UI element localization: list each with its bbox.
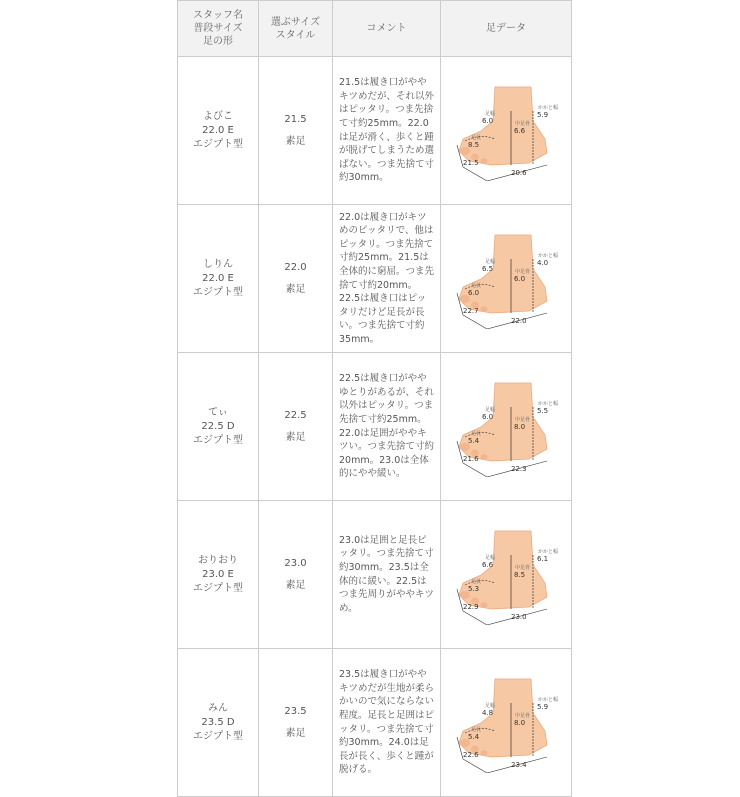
- comment-text: 21.5は履き口がややキツめだが、それ以外はピッタリ。つま先捨て寸約25mm。22.0は足が滑く、歩くと踵が脱げてしまうため選ばない。つま先捨て寸約30mm。: [339, 77, 435, 184]
- heel-value: 8.5: [514, 570, 526, 579]
- comment-text: 23.5は履き口がややキツめだが生地が柔らかいので気にならない程度。足長と足囲はピッタリ。つま先捨て寸約30mm。24.0は足長が長く、歩くと踵が脱げる。: [339, 669, 435, 776]
- foot-shape: エジプト型: [193, 286, 243, 298]
- foot-shape: エジプト型: [193, 434, 243, 446]
- heel-label: 中足骨: [515, 712, 531, 719]
- length-value: 22.3: [511, 464, 527, 473]
- staff-cell: [178, 205, 259, 353]
- header-comment: コメント: [333, 1, 441, 57]
- instep-label: 足幅: [485, 110, 496, 117]
- toe-value: 5.4: [468, 436, 480, 445]
- ball-label: かかと幅: [538, 104, 559, 111]
- heel-value: 8.0: [514, 422, 526, 431]
- length-value: 20.6: [511, 168, 527, 177]
- instep-value: 4.8: [482, 708, 494, 717]
- foot-shape: エジプト型: [193, 730, 243, 742]
- girth-value: 21.5: [463, 158, 479, 167]
- chosen-size: 22.5: [284, 409, 307, 421]
- comment-text: 22.0は履き口がキツめのピッタリで、他はピッタリ。つま先捨て寸約25mm。21.5は全体的に窮屈。つま先捨て寸約20mm。22.5は履き口はピッタリだけど足長が長い。つま先捨て寸約35mm。: [339, 211, 435, 345]
- chosen-size: 21.5: [284, 113, 307, 125]
- foot-shape: エジプト型: [193, 138, 243, 150]
- foot-diagram: [451, 229, 561, 329]
- wear-style: 素足: [285, 431, 306, 443]
- table-row: [178, 649, 572, 797]
- toe-value: 5.4: [468, 732, 480, 741]
- chosen-size: 22.0: [284, 261, 307, 273]
- ball-value: 4.0: [537, 258, 549, 267]
- ball-label: かかと幅: [538, 548, 559, 555]
- table-row: [178, 501, 572, 649]
- foot-data-cell: [441, 57, 572, 205]
- header-foot-data: 足データ: [441, 1, 572, 57]
- girth-value: 22.6: [463, 750, 479, 759]
- length-value: 23.4: [511, 760, 527, 769]
- heel-label: 中足骨: [515, 416, 531, 423]
- comment-cell: [333, 57, 441, 205]
- size-cell: [259, 57, 333, 205]
- foot-diagram: [451, 377, 561, 477]
- comment-cell: [333, 649, 441, 797]
- instep-value: 6.0: [482, 116, 494, 125]
- size-cell: [259, 353, 333, 501]
- ball-value: 5.9: [537, 110, 549, 119]
- heel-value: 8.0: [514, 718, 526, 727]
- length-value: 23.0: [511, 612, 527, 621]
- toe-label: 足長: [471, 578, 482, 585]
- instep-label: 足幅: [485, 702, 496, 709]
- toe-label: 足長: [471, 430, 482, 437]
- wear-style: 素足: [285, 727, 306, 739]
- foot-data-cell: [441, 501, 572, 649]
- chosen-size: 23.0: [284, 557, 307, 569]
- instep-label: 足幅: [485, 258, 496, 265]
- usual-size: 22.0 E: [202, 272, 234, 284]
- staff-cell: [178, 57, 259, 205]
- table-row: [178, 57, 572, 205]
- comment-cell: [333, 501, 441, 649]
- ball-label: かかと幅: [538, 696, 559, 703]
- header-staff: スタッフ名 普段サイズ 足の形: [178, 1, 259, 57]
- foot-data-cell: [441, 205, 572, 353]
- girth-value: 21.6: [463, 454, 479, 463]
- ball-value: 5.5: [537, 406, 549, 415]
- size-cell: [259, 501, 333, 649]
- heel-value: 6.6: [514, 126, 526, 135]
- ball-label: かかと幅: [538, 252, 559, 259]
- foot-diagram: [451, 81, 561, 181]
- wear-style: 素足: [285, 283, 306, 295]
- usual-size: 23.0 E: [202, 568, 234, 580]
- foot-shape: エジプト型: [193, 582, 243, 594]
- wear-style: 素足: [285, 135, 306, 147]
- ball-value: 6.1: [537, 554, 549, 563]
- heel-label: 中足骨: [515, 120, 531, 127]
- table-header-row: [178, 1, 572, 57]
- wear-style: 素足: [285, 579, 306, 591]
- instep-value: 6.6: [482, 560, 494, 569]
- staff-cell: [178, 501, 259, 649]
- girth-value: 22.7: [463, 306, 479, 315]
- comment-text: 23.0は足囲と足長ピッタリ。つま先捨て寸約30mm。23.5は全体的に緩い。22.5はつま先周りがややキツめ。: [339, 534, 435, 614]
- table-row: [178, 205, 572, 353]
- usual-size: 22.5 D: [201, 420, 235, 432]
- staff-name: しりん: [203, 258, 233, 270]
- size-cell: [259, 649, 333, 797]
- table-row: [178, 353, 572, 501]
- staff-cell: [178, 649, 259, 797]
- staff-name: おりおり: [198, 554, 238, 566]
- staff-name: みん: [208, 702, 228, 714]
- instep-label: 足幅: [485, 554, 496, 561]
- toe-value: 5.3: [468, 584, 480, 593]
- comment-cell: [333, 205, 441, 353]
- usual-size: 23.5 D: [201, 716, 235, 728]
- toe-label: 足長: [471, 282, 482, 289]
- foot-diagram: [451, 525, 561, 625]
- foot-diagram: [451, 673, 561, 773]
- instep-value: 6.5: [482, 264, 494, 273]
- staff-name: てぃ: [208, 406, 228, 418]
- header-size: 選ぶサイズ スタイル: [259, 1, 333, 57]
- staff-name: よびこ: [203, 110, 233, 122]
- girth-value: 22.9: [463, 602, 479, 611]
- comment-cell: [333, 353, 441, 501]
- toe-value: 6.0: [468, 288, 480, 297]
- ball-label: かかと幅: [538, 400, 559, 407]
- heel-label: 中足骨: [515, 268, 531, 275]
- foot-data-cell: [441, 649, 572, 797]
- staff-cell: [178, 353, 259, 501]
- chosen-size: 23.5: [284, 705, 307, 717]
- instep-label: 足幅: [485, 406, 496, 413]
- heel-label: 中足骨: [515, 564, 531, 571]
- heel-value: 6.0: [514, 274, 526, 283]
- staff-size-table: [177, 0, 572, 797]
- size-cell: [259, 205, 333, 353]
- ball-value: 5.9: [537, 702, 549, 711]
- toe-value: 8.5: [468, 140, 480, 149]
- instep-value: 6.0: [482, 412, 494, 421]
- length-value: 22.0: [511, 316, 527, 325]
- usual-size: 22.0 E: [202, 124, 234, 136]
- toe-label: 足長: [471, 726, 482, 733]
- foot-data-cell: [441, 353, 572, 501]
- toe-label: 足長: [471, 134, 482, 141]
- comment-text: 22.5は履き口がややゆとりがあるが、それ以外はピッタリ。つま先捨て寸約25mm。22.0は足囲がややキツい。つま先捨て寸約20mm。23.0は全体的にやや緩い。: [339, 373, 435, 480]
